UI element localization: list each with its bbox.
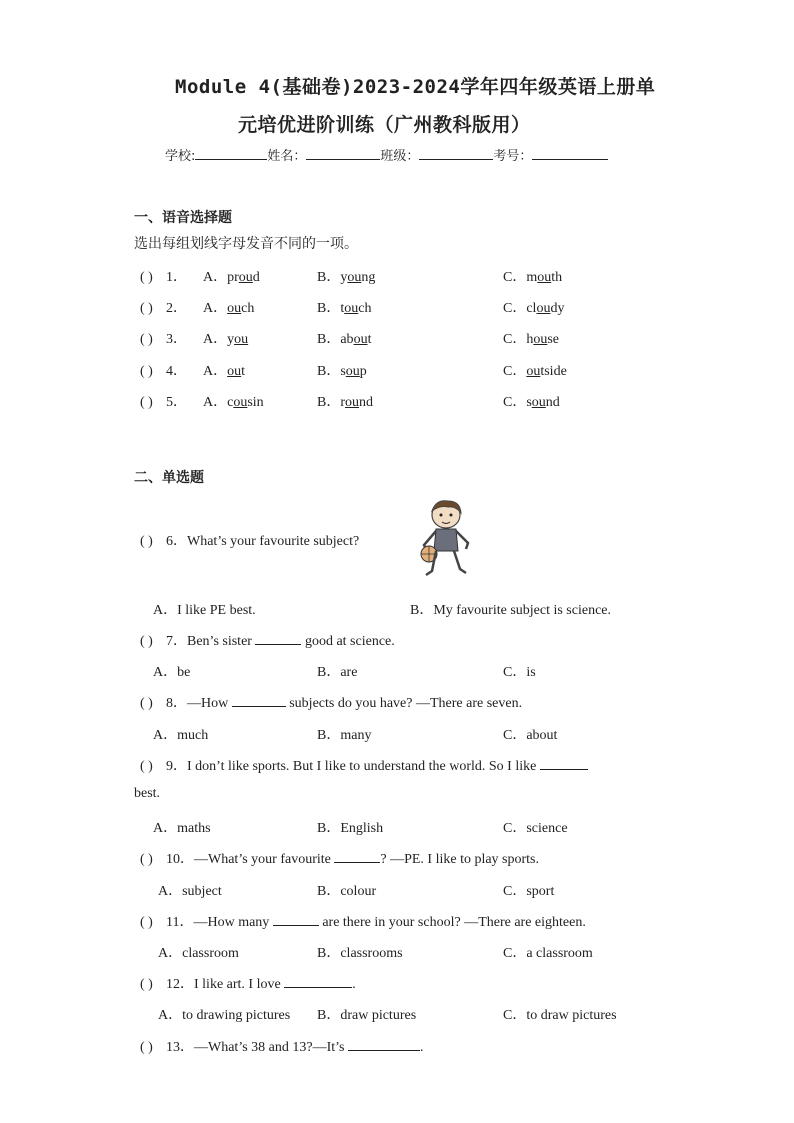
option-b[interactable] xyxy=(317,328,371,348)
answer-paren[interactable]: ( ) xyxy=(140,759,153,774)
question-number: 2． xyxy=(166,301,187,316)
underlined-letters: ou xyxy=(537,270,552,285)
underlined-letters: ou xyxy=(345,364,360,379)
q9-stem-cont: best. xyxy=(134,786,161,801)
answer-paren[interactable]: ( ) xyxy=(140,696,153,711)
answer-paren[interactable]: ( ) xyxy=(140,364,153,379)
word-part: se xyxy=(547,332,560,347)
word-part: sin xyxy=(247,395,264,410)
option-c[interactable] xyxy=(503,360,567,380)
word-part: cl xyxy=(526,301,537,316)
q8-option-a[interactable]: A．much xyxy=(153,728,209,743)
q9-stem xyxy=(140,755,588,775)
blank[interactable] xyxy=(284,975,352,988)
answer-paren[interactable]: ( ) xyxy=(140,634,153,649)
option-a[interactable] xyxy=(203,391,264,411)
underlined-letters: ou xyxy=(347,270,362,285)
option-label: C． xyxy=(503,270,527,285)
school-label: 学校: xyxy=(165,149,196,164)
school-blank[interactable] xyxy=(195,145,267,160)
question-text: I like art. I love xyxy=(194,977,285,992)
word-part: y xyxy=(227,332,235,347)
option-label: B． xyxy=(317,332,341,347)
q12-option-a[interactable]: A．to drawing pictures xyxy=(158,1008,291,1023)
word-part: r xyxy=(340,395,346,410)
q11-option-b[interactable]: B．classrooms xyxy=(317,946,403,961)
word-part: pr xyxy=(227,270,239,285)
phonics-item xyxy=(140,360,187,380)
option-c[interactable] xyxy=(503,297,564,317)
underlined-letters: ou xyxy=(233,395,248,410)
q10-option-a[interactable]: A．subject xyxy=(158,884,222,899)
question-text: good at science. xyxy=(301,634,395,649)
underlined-letters: ou xyxy=(238,270,253,285)
option-c[interactable] xyxy=(503,328,559,348)
option-c[interactable] xyxy=(503,391,560,411)
class-label: 班级： xyxy=(380,149,420,164)
option-b[interactable] xyxy=(317,297,371,317)
section1-instruction: 选出每组划线字母发音不同的一项。 xyxy=(134,236,358,252)
question-number: 1． xyxy=(166,270,187,285)
question-number: 9． xyxy=(166,759,187,774)
q11-stem xyxy=(140,911,586,931)
question-text: Ben’s sister xyxy=(187,634,256,649)
option-b[interactable] xyxy=(317,391,373,411)
q8-option-b[interactable]: B．many xyxy=(317,728,372,743)
q8-stem xyxy=(140,692,522,712)
answer-paren[interactable]: ( ) xyxy=(140,534,153,549)
option-label: A． xyxy=(203,395,228,410)
option-label: A． xyxy=(203,332,228,347)
underlined-letters: ou xyxy=(234,332,249,347)
word-part: nd xyxy=(359,395,374,410)
underlined-letters: ou xyxy=(353,332,368,347)
underlined-letters: ou xyxy=(531,395,546,410)
answer-paren[interactable]: ( ) xyxy=(140,977,153,992)
question-number: 12． xyxy=(166,977,194,992)
underlined-letters: ou xyxy=(344,301,359,316)
question-number: 11． xyxy=(166,915,194,930)
word-part: y xyxy=(340,270,348,285)
question-text: I don’t like sports. But I like to understand the world. So I like xyxy=(187,759,540,774)
name-blank[interactable] xyxy=(306,145,380,160)
blank[interactable] xyxy=(273,913,319,926)
question-number: 13． xyxy=(166,1040,194,1055)
option-label: C． xyxy=(503,332,527,347)
info-fields xyxy=(165,145,608,164)
option-label: A． xyxy=(203,270,228,285)
answer-paren[interactable]: ( ) xyxy=(140,332,153,347)
option-b[interactable] xyxy=(317,360,367,380)
class-blank[interactable] xyxy=(419,145,493,160)
answer-paren[interactable]: ( ) xyxy=(140,301,153,316)
word-part: tside xyxy=(540,364,567,379)
q6-stem xyxy=(140,530,359,550)
blank[interactable] xyxy=(348,1038,420,1051)
question-number: 5． xyxy=(166,395,187,410)
option-label: B． xyxy=(317,364,341,379)
word-part: p xyxy=(359,364,367,379)
question-text: —What’s 38 and 13?—It’s xyxy=(194,1040,348,1055)
option-b[interactable] xyxy=(317,266,375,286)
q8-option-c[interactable]: C．about xyxy=(503,728,558,743)
question-text: ? —PE. I like to play sports. xyxy=(380,852,540,867)
q12-stem xyxy=(140,973,356,993)
section1-heading: 一、语音选择题 xyxy=(134,210,232,226)
word-part: s xyxy=(526,395,532,410)
word-part: ch xyxy=(241,301,255,316)
q12-option-b[interactable]: B．draw pictures xyxy=(317,1008,417,1023)
option-a[interactable] xyxy=(203,360,245,380)
answer-paren[interactable]: ( ) xyxy=(140,395,153,410)
word-part: ng xyxy=(361,270,376,285)
option-label: A． xyxy=(203,301,228,316)
phonics-item xyxy=(140,297,187,317)
word-part: dy xyxy=(550,301,565,316)
title-line-2: 元培优进阶训练（广州教科版用） xyxy=(238,114,531,136)
underlined-letters: ou xyxy=(227,301,242,316)
word-part: h xyxy=(526,332,534,347)
q6-option-a[interactable]: A．I like PE best. xyxy=(153,603,256,618)
word-part: m xyxy=(526,270,538,285)
option-a[interactable] xyxy=(203,328,248,348)
question-number: 7． xyxy=(166,634,187,649)
q9-option-c[interactable]: C．science xyxy=(503,821,568,836)
blank[interactable] xyxy=(255,632,301,645)
q9-option-b[interactable]: B．English xyxy=(317,821,384,836)
option-a[interactable] xyxy=(203,297,254,317)
question-number: 10． xyxy=(166,852,194,867)
question-text: What’s your favourite subject? xyxy=(187,534,360,549)
name-label: 姓名： xyxy=(267,149,307,164)
q11-option-c[interactable]: C．a classroom xyxy=(503,946,593,961)
q13-stem xyxy=(140,1036,423,1056)
question-number: 6． xyxy=(166,534,187,549)
q9-option-a[interactable]: A．maths xyxy=(153,821,211,836)
option-label: B． xyxy=(317,270,341,285)
option-a[interactable] xyxy=(203,266,260,286)
underlined-letters: ou xyxy=(533,332,548,347)
q10-option-c[interactable]: C．sport xyxy=(503,884,555,899)
q7-stem xyxy=(140,630,395,650)
word-part: t xyxy=(340,301,345,316)
exam-no-blank[interactable] xyxy=(532,145,608,160)
q12-option-c[interactable]: C．to draw pictures xyxy=(503,1008,617,1023)
q10-stem xyxy=(140,848,539,868)
q7-option-b[interactable]: B．are xyxy=(317,665,358,680)
answer-paren[interactable]: ( ) xyxy=(140,852,153,867)
answer-paren[interactable]: ( ) xyxy=(140,915,153,930)
underlined-letters: ou xyxy=(526,364,541,379)
phonics-item xyxy=(140,266,187,286)
option-label: B． xyxy=(317,395,341,410)
basketball-player-illustration xyxy=(412,497,484,581)
option-c[interactable] xyxy=(503,266,562,286)
question-text: are there in your school? —There are eighteen. xyxy=(318,915,586,930)
word-part: t xyxy=(241,364,246,379)
phonics-item xyxy=(140,328,187,348)
word-part: c xyxy=(227,395,234,410)
underlined-letters: ou xyxy=(345,395,360,410)
answer-paren[interactable]: ( ) xyxy=(140,1040,153,1055)
blank[interactable] xyxy=(334,850,380,863)
word-part: nd xyxy=(545,395,560,410)
option-label: A． xyxy=(203,364,228,379)
q7-option-c[interactable]: C．is xyxy=(503,665,536,680)
answer-paren[interactable]: ( ) xyxy=(140,270,153,285)
word-part: th xyxy=(551,270,563,285)
q10-option-b[interactable]: B．colour xyxy=(317,884,377,899)
word-part: s xyxy=(340,364,346,379)
option-label: B． xyxy=(317,301,341,316)
question-text: . xyxy=(352,977,356,992)
question-number: 3． xyxy=(166,332,187,347)
exam-no-label: 考号： xyxy=(493,149,533,164)
question-number: 4． xyxy=(166,364,187,379)
word-part: ch xyxy=(358,301,372,316)
question-text: —How xyxy=(187,696,232,711)
word-part: ab xyxy=(340,332,354,347)
option-label: C． xyxy=(503,395,527,410)
question-text: . xyxy=(419,1040,424,1055)
underlined-letters: ou xyxy=(227,364,242,379)
section2-heading: 二、单选题 xyxy=(134,470,204,486)
word-part: d xyxy=(252,270,260,285)
option-label: C． xyxy=(503,364,527,379)
question-text: —What’s your favourite xyxy=(194,852,335,867)
question-text: —How many xyxy=(193,915,273,930)
word-part: t xyxy=(367,332,372,347)
blank[interactable] xyxy=(232,694,286,707)
question-text: subjects do you have? —There are seven. xyxy=(285,696,523,711)
question-number: 8． xyxy=(166,696,187,711)
title-line-1: Module 4(基础卷)2023-2024学年四年级英语上册单 xyxy=(175,76,656,98)
q11-option-a[interactable]: A．classroom xyxy=(158,946,239,961)
underlined-letters: ou xyxy=(536,301,551,316)
blank[interactable] xyxy=(540,757,588,770)
option-label: C． xyxy=(503,301,527,316)
phonics-item xyxy=(140,391,187,411)
q6-option-b[interactable]: B．My favourite subject is science. xyxy=(410,603,612,618)
q7-option-a[interactable]: A．be xyxy=(153,665,191,680)
